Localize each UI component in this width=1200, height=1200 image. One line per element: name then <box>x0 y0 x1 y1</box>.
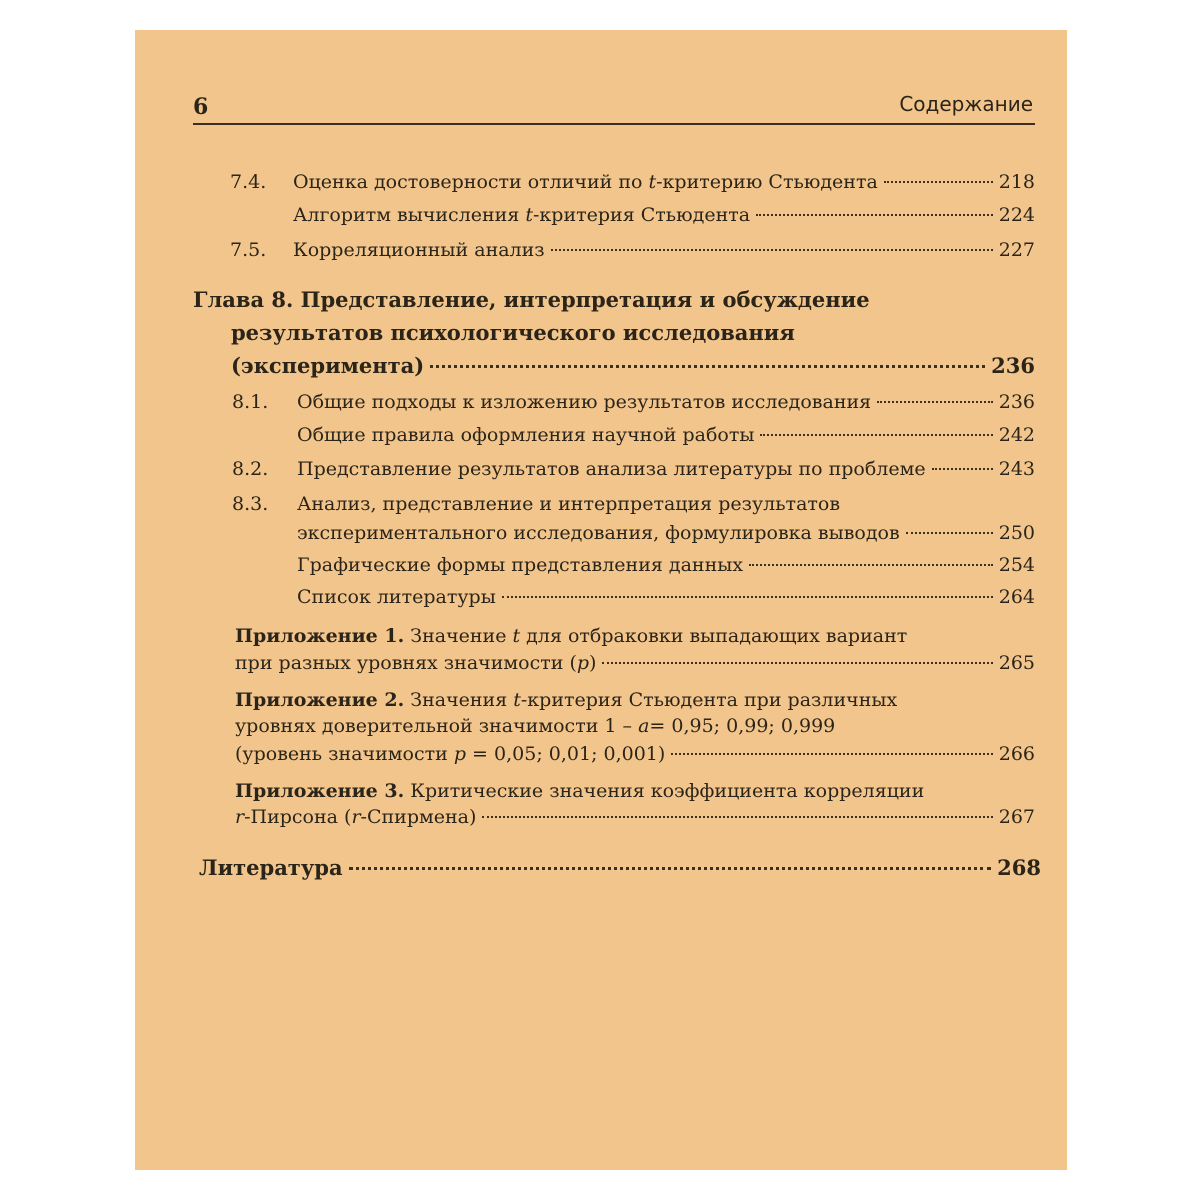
toc-page: 236 <box>991 353 1035 378</box>
toc-entry-8-3-graphics[interactable] <box>135 549 1035 581</box>
toc-entry-appendix-2-line-2[interactable]: уровнях доверительной значимости 1 – a= 0,95; 0,99; 0,999 <box>235 715 836 737</box>
toc-leader <box>756 214 993 216</box>
toc-entry-appendix-1[interactable] <box>135 647 1035 679</box>
toc-page: 265 <box>998 652 1035 674</box>
toc-title: экспериментального исследования, формулировка выводов <box>297 522 900 544</box>
toc-page: 236 <box>998 391 1035 413</box>
toc-number: 8.2. <box>232 458 269 480</box>
toc-leader <box>502 596 993 598</box>
toc-leader <box>602 662 992 664</box>
toc-title: Алгоритм вычисления t-критерия Стьюдента <box>293 204 751 226</box>
toc-entry-appendix-2-line-1[interactable]: Приложение 2. Значения t-критерия Стьюдента при различных <box>235 689 898 711</box>
toc-entry-8-3-references[interactable] <box>135 581 1035 613</box>
book-page <box>135 30 1067 1170</box>
toc-leader <box>430 365 985 368</box>
toc-title: Корреляционный анализ <box>293 239 545 261</box>
toc-entry-7-5[interactable] <box>135 234 1035 266</box>
toc-title: r-Пирсона (r-Спирмена) <box>235 806 477 828</box>
toc-title: (уровень значимости p = 0,05; 0,01; 0,001) <box>235 743 666 765</box>
toc-title: Список литературы <box>297 586 496 608</box>
toc-page: 268 <box>997 855 1041 880</box>
toc-leader <box>749 564 993 566</box>
toc-leader <box>877 401 993 403</box>
toc-leader <box>482 816 992 818</box>
toc-entry-8-1-rules[interactable] <box>135 419 1035 451</box>
toc-page: 227 <box>998 239 1035 261</box>
toc-number: 7.4. <box>230 171 267 193</box>
page-number: 6 <box>193 94 209 120</box>
toc-title: (эксперимента) <box>231 353 425 378</box>
toc-leader <box>906 532 993 534</box>
toc-leader <box>884 181 993 183</box>
toc-page: 264 <box>998 586 1035 608</box>
toc-title: Оценка достоверности отличий по t-критерию Стьюдента <box>293 171 878 193</box>
toc-page: 254 <box>998 554 1035 576</box>
toc-entry-8-2[interactable] <box>135 453 1035 485</box>
toc-title: Графические формы представления данных <box>297 554 744 576</box>
toc-entry-8-3-line-1[interactable]: Анализ, представление и интерпретация результатов <box>297 493 841 515</box>
toc-title: Общие подходы к изложению результатов исследования <box>297 391 872 413</box>
toc-title: Общие правила оформления научной работы <box>297 424 755 446</box>
toc-entry-chapter-8[interactable] <box>135 350 1035 382</box>
toc-page: 266 <box>998 743 1035 765</box>
toc-number: 8.1. <box>232 391 269 413</box>
toc-page: 218 <box>998 171 1035 193</box>
toc-entry-appendix-3-line-1[interactable]: Приложение 3. Критические значения коэффициента корреляции <box>235 780 925 802</box>
toc-leader <box>349 867 992 870</box>
toc-leader <box>932 468 993 470</box>
toc-title: Литература <box>199 855 343 880</box>
toc-entry-appendix-3[interactable] <box>135 801 1035 833</box>
toc-title: при разных уровнях значимости (p) <box>235 652 597 674</box>
header-rule <box>193 123 1035 125</box>
toc-number: 7.5. <box>230 239 267 261</box>
chapter-8-title-line-2[interactable]: результатов психологического исследования <box>231 320 795 345</box>
page-header <box>193 92 1033 122</box>
toc-entry-appendix-1-line-1[interactable]: Приложение 1. Значение t для отбраковки выпадающих вариант <box>235 625 908 647</box>
toc-entry-7-4-algorithm[interactable] <box>135 199 1035 231</box>
toc-title: Представление результатов анализа литературы по проблеме <box>297 458 926 480</box>
toc-leader <box>760 434 992 436</box>
toc-number-8-3: 8.3. <box>232 493 269 515</box>
chapter-8-title-line-1[interactable]: Глава 8. Представление, интерпретация и обсуждение <box>193 287 870 312</box>
toc-entry-appendix-2[interactable] <box>135 738 1035 770</box>
toc-page: 243 <box>998 458 1035 480</box>
toc-entry-literature[interactable] <box>135 852 1041 884</box>
toc-page: 250 <box>998 522 1035 544</box>
toc-entry-7-4[interactable] <box>135 166 1035 198</box>
toc-page: 224 <box>998 204 1035 226</box>
running-title: Содержание <box>899 92 1033 116</box>
toc-entry-8-1[interactable] <box>135 386 1035 418</box>
toc-page: 242 <box>998 424 1035 446</box>
toc-page: 267 <box>998 806 1035 828</box>
toc-leader <box>551 249 993 251</box>
toc-entry-8-3[interactable] <box>135 517 1035 549</box>
toc-leader <box>671 753 992 755</box>
